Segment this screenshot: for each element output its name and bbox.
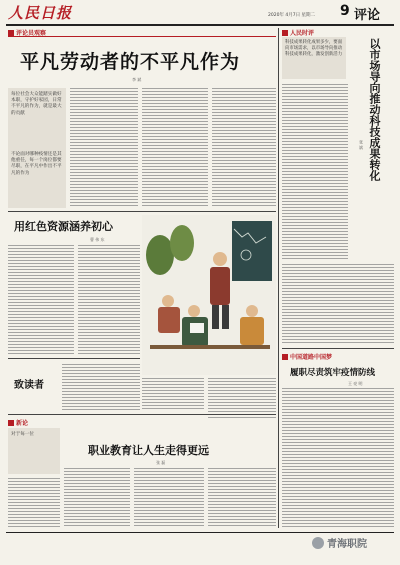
illustration <box>142 215 276 375</box>
article-body <box>208 468 276 528</box>
section-label-text: 评论员观察 <box>16 30 47 37</box>
watermark-text: 青海职院 <box>327 539 367 550</box>
article-body <box>70 88 138 208</box>
article-body <box>142 378 204 410</box>
label-marker <box>282 354 288 360</box>
article-body <box>282 84 348 260</box>
section-label-chinadream <box>282 352 332 361</box>
footer-rule <box>6 532 394 533</box>
main-byline: 李 斌 <box>132 77 142 82</box>
article-headline: 用红色资源涵养初心 <box>14 220 113 233</box>
article-body <box>142 88 208 208</box>
article-body <box>64 468 130 528</box>
illustration-caption-body <box>208 378 276 418</box>
article-body <box>78 245 140 355</box>
article-headline: 履职尽责筑牢疫情防线 <box>290 368 376 378</box>
article-byline: 张 磊 <box>156 460 166 465</box>
label-underline <box>8 36 276 37</box>
label-marker <box>282 30 288 36</box>
page-number: 9 <box>340 3 350 19</box>
pullquote-text: 科技成果转化成果多少，要面向市场需求，以市场导向推动科技成果转化，激发创新活力 <box>285 40 343 57</box>
section-label-text: 人民时评 <box>290 30 315 37</box>
section-divider <box>282 348 394 349</box>
pullquote-text: 对于每一位 <box>11 432 34 437</box>
note-headline: 致读者 <box>14 380 44 391</box>
article-body <box>62 364 140 410</box>
watermark <box>312 535 367 550</box>
vertical-headline: 以市场导向推动科技成果转化 <box>368 38 381 181</box>
illustration-art <box>142 215 276 375</box>
date-line: 2020年 4月7日 星期二 <box>268 13 316 18</box>
article-headline: 职业教育让人生走得更远 <box>88 444 209 457</box>
section-divider <box>8 358 140 359</box>
article-body <box>212 88 276 208</box>
section-divider <box>8 211 276 212</box>
main-headline: 平凡劳动者的不平凡作为 <box>20 51 241 73</box>
section-name: 评论 <box>354 8 381 23</box>
section-label-text: 中国道路中国梦 <box>290 354 333 361</box>
section-label-text: 新论 <box>16 420 29 427</box>
article-body <box>8 245 74 355</box>
article-body <box>282 388 394 528</box>
column-divider <box>278 28 279 528</box>
article-body <box>8 478 60 528</box>
article-body <box>134 468 204 528</box>
masthead <box>0 0 400 26</box>
article-body <box>282 264 394 344</box>
newspaper-logo: 人民日报 <box>8 4 73 22</box>
section-label-people <box>282 28 314 37</box>
label-marker <box>8 30 14 36</box>
pullquote-text: 不论面对哪种疫情还是其他重任，每一个岗位都要尽职，在平凡中作出不平凡的作为 <box>11 152 62 176</box>
article-byline: 曹 伟 东 <box>90 237 105 242</box>
article-byline: 张 斌 <box>359 140 364 150</box>
label-marker <box>8 420 14 426</box>
masthead-rule <box>6 24 394 26</box>
article-byline: 王 亮 明 <box>348 381 363 386</box>
section-divider <box>8 414 276 415</box>
wechat-icon <box>312 537 324 549</box>
pullquote-text: 每位社会大众能踏实做好本职，守护好家园，日常不平凡的作为，就是最大的贡献 <box>11 92 62 116</box>
section-label-newtheory <box>8 418 28 427</box>
